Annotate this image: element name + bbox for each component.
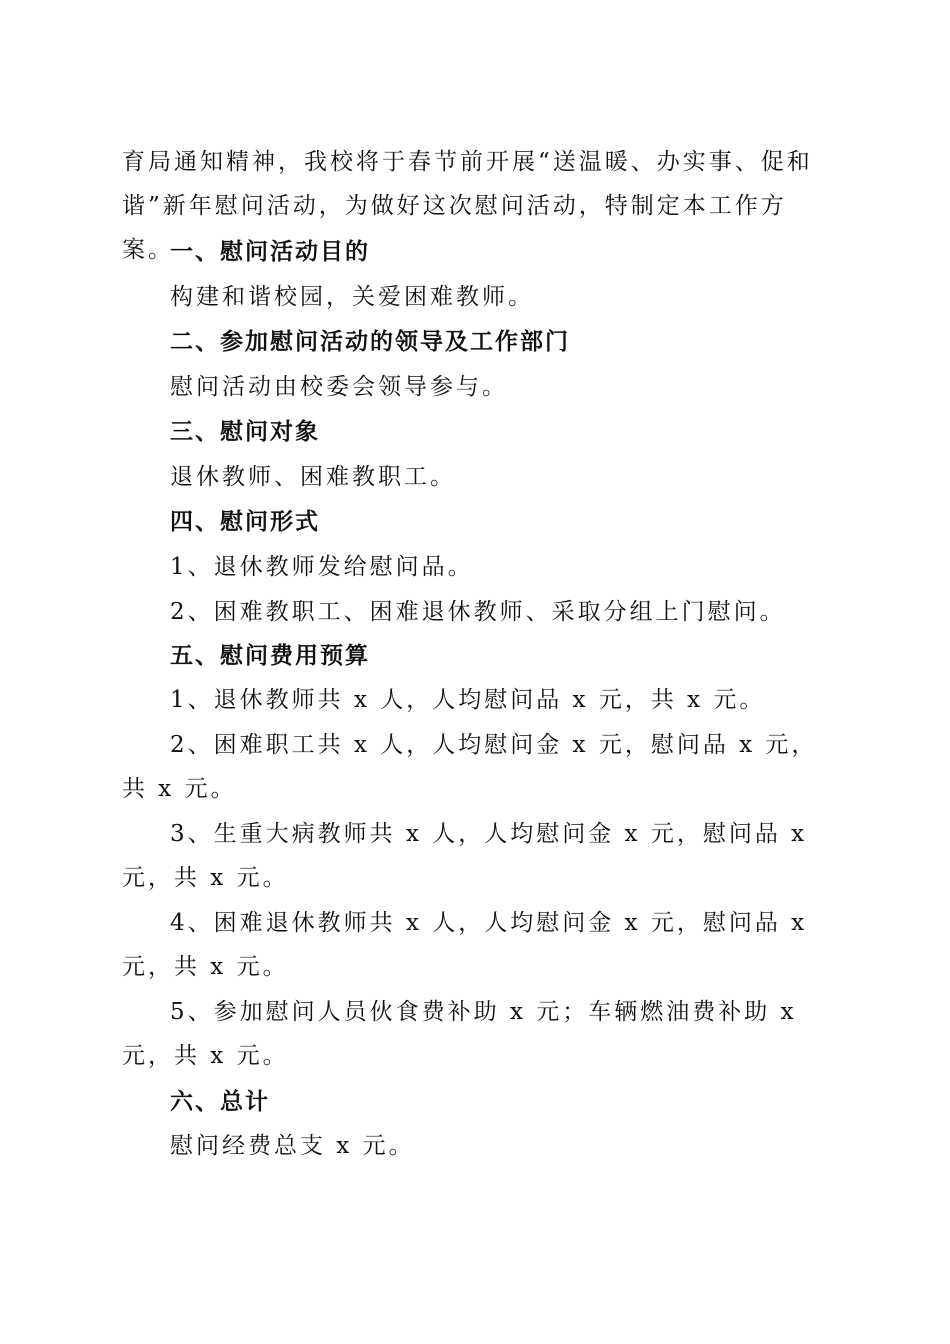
section-3-line-1: 退休教师、困难教职工。 [170,464,456,490]
section-4-line-2: 2、困难教职工、困难退休教师、采取分组上门慰问。 [170,599,786,625]
section-6-heading: 六、总计 [170,1089,270,1115]
section-5-line-1: 1、退休教师共 x 人，人均慰问品 x 元，共 x 元。 [170,687,766,713]
section-2-heading: 二、参加慰问活动的领导及工作部门 [170,329,570,355]
intro-line-1: 育局通知精神，我校将于春节前开展“送温暖、办实事、促和 [122,149,813,175]
section-1-line-1: 构建和谐校园，关爱困难教师。 [170,284,534,310]
section-5-line-2: 2、困难职工共 x 人，人均慰问金 x 元，慰问品 x 元，共 x 元。 [122,732,818,802]
section-5-line-4: 4、困难退休教师共 x 人，人均慰问金 x 元，慰问品 x 元，共 x 元。 [122,910,818,980]
section-5-line-3: 3、生重大病教师共 x 人，人均慰问金 x 元，慰问品 x 元，共 x 元。 [122,821,818,891]
section-2-line-1: 慰问活动由校委会领导参与。 [170,374,508,400]
section-5-line-5: 5、参加慰问人员伙食费补助 x 元；车辆燃油费补助 x 元，共 x 元。 [122,999,807,1069]
section-4-heading: 四、慰问形式 [170,509,320,535]
section-1-heading: 一、慰问活动目的 [170,239,370,265]
section-3-heading: 三、慰问对象 [170,419,320,445]
intro-line-2: 谐”新年慰问活动，为做好这次慰问活动，特制定本工作方案。 [122,193,787,263]
section-4-line-1: 1、退休教师发给慰问品。 [170,554,474,580]
section-6-line-1: 慰问经费总支 x 元。 [170,1133,415,1159]
section-5-heading: 五、慰问费用预算 [170,643,370,669]
